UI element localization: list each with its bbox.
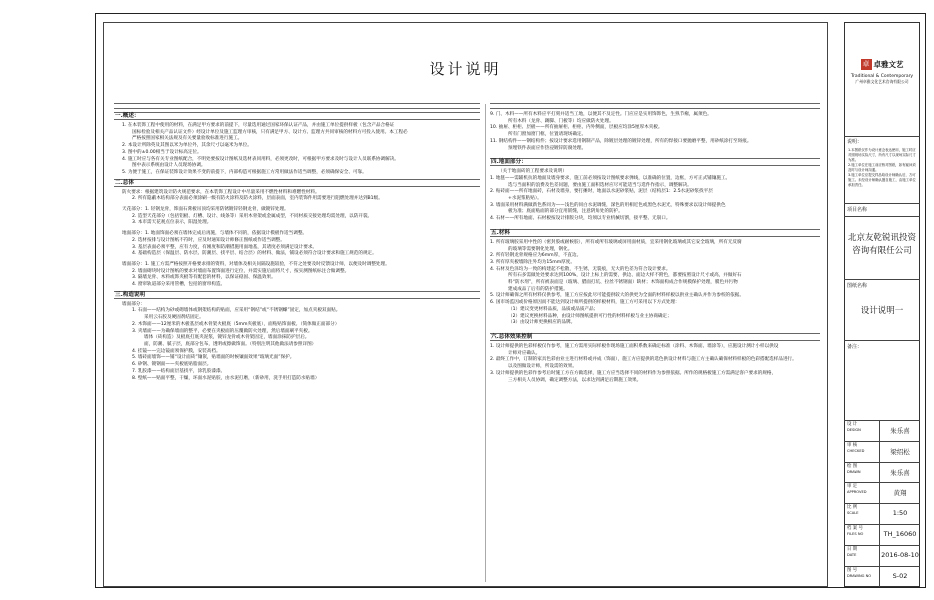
tb-row-value: 梁绍松 [890,447,910,456]
spec-line: 2. 所有轻钢龙骨规格应为6mm厚，不直边。 [490,253,582,259]
tb-row-value: 朱乐喜 [890,468,910,477]
section-heading: 四.地面部分： [490,158,820,166]
spec-line: （关于地面砖的工程要求及说明） [498,169,567,175]
spec-line: （2）建议更换材料品种，由设计师图纸提供可行性的材料样板与业主协商确定； [508,313,672,319]
tb-row-label: 档 案 号 [847,526,863,531]
spec-line: 7. 乳胶漆——结构面层基找平，涂乳胶漆漆。 [132,368,226,374]
spec-line: 3. 夹墙面——为确保墙面的整平，必要在夹板面的压覆做防火处理，然后墙面刷平夹板。 [132,328,313,334]
spec-line: （3）由设计师更换相应的品牌。 [508,320,576,326]
section-heading: 三.构造说明 [114,291,480,299]
spec-line: 墙体（砖构造）及板底打底夹泥浆，镀锌龙骨或木骨架固定，墙面涂抹防护层后。 [144,335,310,341]
spec-line: 国标检验及相关产品认证文件）经设计单位及施工监理方审核，只有满足甲方、设计方、监理方共同审核的材料方可投入使用。本工程必 [132,129,408,135]
tb-row-label-en: DRAWN [847,469,861,474]
tb-row-value: TH_16060 [883,530,917,538]
spec-line: 4. 石材——所有地面、石材板按设计排版分块，均须以专业机械切割，接平整、无崩口。 [490,216,671,222]
tb-divider [844,136,920,137]
spec-line: 2. 木饰面——12厘米的木板基层或木骨架火板底（5mm夹板底），面贴贴饰面板。（筒体做正面部分） [132,321,340,327]
tb-row-label: 图 号 [847,567,858,573]
spec-line: 2. 造型天花部分（包括铝板、灯槽、设计、线条等）采用木骨架或金属成型，不同材质交接处理均需处理，以防开裂。 [132,213,373,219]
tb-row-label: 设 计 [847,422,858,427]
spec-line: 2. 选材按排与设计图纸不符时，应及时通知设计师修正图纸或作适当调整。 [132,237,285,243]
spec-line: 1. 石面——结构为砂或砌墙体或钢架结构的贴面，应采用“钢结”或“不锈钢螺”固定，加点夹板双面贴。 [132,308,341,314]
spec-line: 地面部分：1. 地面饰面必须在墙体完成后再施，与墙体不同的，依据设计模板作适当调整。 [122,231,308,237]
section-heading: 一.概述： [114,112,480,120]
tb-row-divider [844,545,920,546]
left-column [114,101,480,382]
tb-row-label: 日 期 [847,546,858,552]
spacer [490,327,820,331]
notes-text [848,148,918,188]
note-line: 2.施工单位在施工前应核对图纸，如有疑问须及时与设计师沟通。 [848,163,916,172]
tb-row-label: 比 例 [847,505,858,511]
spec-line: 3. 隔墙龙骨、木料或饰夹板等有配套的材料，以保证稳固、保温效果。 [132,275,276,281]
notes-label: 说明： [847,139,863,145]
spec-line: 3. 墙面采用材料满做新色系同为——浅色的同白水泥调缝，深色的用相近色或黑色水泥光，特殊要求以设计师提供色 [490,202,726,208]
tb-row-label-en: DESIGN [847,428,861,432]
spec-line: 严格按照国家相关法规及有关要量验收标准进行施工。 [132,136,243,142]
spec-line: 预埋铁件表面应作热浸镀锌防腐处理。 [508,145,587,151]
spacer [490,223,820,227]
spec-line: 三方相关人员协调，确定调整方法，以求达到满足后期施工效果。 [508,377,642,383]
tb-row-value: S-02 [892,571,908,580]
tb-row-label: 审 核 [847,442,858,448]
section-heading: 六.总体效果控制 [490,333,820,341]
spec-line: 选与当面积的浪费及色差问题，要由施工面积选材应尽可能适当与选件作指示，调整解决。 [508,182,692,188]
spec-line: 墙面部分：1. 施工方需严格按照开格要求排的资料，对墙体及相关问隔设施较验，不符之处要及时反馈设计师，以便及时调整处理。 [122,261,390,267]
spec-line: 面，防潮、腻子层，底部分包布，透明或擦做饰面。（特别注明其他做法请参照详图） [144,341,317,347]
spec-line: 4. 挂镜——完边镜面须保护膜，安装高档。 [132,348,221,354]
page-title: 设计说明 [429,60,502,78]
spec-line: 1. 在本装饰工程中使用的材料，在满足甲方要求的前提下，尽量选用通过国家环保认证产品，并由施工单位提供样板（包含产品合格证 [122,123,395,128]
spec-line: 3. 图中的±0.00相当于设计标高定位。 [122,149,202,155]
tb-row-label-en: CHECKED [847,448,865,453]
spec-line: 所有木料（龙骨、踢脚、门板等）均应做防火处理。 [508,118,614,124]
project-name-label: 项目名称 [847,207,868,213]
logo-mark-icon: 卓 [862,60,870,68]
tb-row-value: 朱乐喜 [890,427,910,435]
drawing-name-label: 图纸名称 [847,283,868,289]
spec-line: 5. 为便于施工，在保证装饰设计效果不变的前提下，内部构造可根据施工方常用做法作适当调整，必须确保安全、可靠。 [122,169,367,175]
spec-line: 板为准；底面贴面的部分宜用嵌缝，注意阴角处的防护。 [508,209,623,215]
spec-line: 3. 本市需天花观点位表示，阳湿处理。 [132,220,212,226]
tb-row-label: 绘 图 [847,463,858,469]
spec-line: 11. 钢结构件——钢结构件；按设计要求选用钢制产品，除镀层处理的镀锌处理，所有的焊接口要抛磨平整，用砂纸涂打至斑痕。 [490,138,752,144]
spec-line: 5. 设计师确保之所有材料仅供参考，施工方应按此尽可能提供较大的供更为全面的材料样板以供业主确认并作为参校的依据。 [490,293,744,299]
logo-cn: 卓雅文艺 [873,60,904,69]
section-heading: 五.材料 [490,229,820,237]
spacer [490,152,820,156]
spec-line: 3. 基层表面必须平整，应有力度，有刚度和防潮措施用面地基，其诸度必须满足设计要求。 [132,244,318,250]
spec-line: 2. 墙面砌块时设计图纸的要求对墙面布置饰面进行定位，并需实施后面将尺寸，按实测图纸标注合做调整。 [132,268,350,274]
spec-line: 建成成品了后有的防护措施。 [508,286,568,292]
column-divider [485,104,486,582]
spec-line: 1. 所有玻璃胶采用中性的（密封胶或耐候胶），所有或所有玻璃或屏用面材质，宜采用钢化玻璃或其它安全玻璃，所有无反腐 [490,239,742,245]
section-heading: 二.总体 [114,179,480,187]
tb-row-value: 1:50 [892,509,908,518]
spec-line: 墙面部分： [122,301,145,307]
tb-row-divider [844,482,920,483]
company-logo [844,54,920,90]
spec-line: 所有门窗加窗门框，位置请现场确定。 [508,132,587,138]
tb-row-label-en: DATE [847,552,857,557]
drawing-name: 设计说明一 [860,306,904,316]
spec-line: 3. 所有厚夹板墙除注外均为15mm厚度。 [490,259,575,265]
spec-line: 的玻璃等需要钢化处理，钢化。 [508,246,573,252]
spec-line: 防火要求：根据建筑设计防火规范要求，在本装饰工程设计中尽量采用不燃性材料和难燃性材料。 [122,189,320,195]
spec-line: 6. 国市场监因或价格原因而不能达到设计师所提供的样板材料，施工方可采用以下方式处理： [490,300,680,306]
spec-line: 10. 抽屉、柜柜、层板——所有抽屉柜、柜柜、内外侧面，层板应均涂5厘厚木夹板。 [490,125,663,131]
spec-line: 以及图做设计师，所设需的效果。 [508,364,577,370]
spec-line: （1）建议变更材料品质，品质或品质产品； [508,306,599,312]
tb-row-divider [844,462,920,463]
spec-line: 2. 最终工作中，订制的家具色彩由业主进行材料或并成（饰面），施工方应提供的选色供设计材料与施工方主确认确保材料样板的色彩搭配选样品进行。 [490,357,797,363]
spec-line: 6. 矽钢、镀钢面——夹板底贴脂面层。 [132,362,212,368]
tb-divider [844,340,920,341]
section-rule [114,103,480,109]
spec-line: 1. 设计师提供的色彩样板仅作参考，施工方需用实际样板作现场施工面积系数来确定标准（涂料、木饰面、墙涂等），应施设计测计小样以供设 [490,343,779,349]
remark-label: 备注： [847,344,863,350]
spec-line: +水泥浆粘贴）。 [508,196,542,202]
tb-divider [844,420,920,421]
tb-row-divider [844,441,920,442]
spec-line: 4. 石材及色泽均为一致的构建起不松散，不生锈，无裂痕，无大的色差为符合设计要求。 [490,266,671,272]
spec-line: 5. 墙砖面墙饰——铺“设计面砖”镶嵌，贴墙面的时候镶面效果“玻璃光面”保护。 [132,355,295,361]
spec-line: 计师对应确认。 [508,350,541,356]
spec-line: 2. 所有隐蔽木结构部分表面必须涂刷一级有防火涂料及防火涂料，层面表面，室内装饰件用需要进行阻燃处理并达到B1级。 [132,196,383,202]
tb-row-value: 2016-08-10 [881,550,919,559]
note-line: 3.施工单位应提交样品给设计师确认后，方可施工。未经设计师确认擅自施工，由施工单位承担责任。 [848,173,916,187]
tb-row-label: 审 定 [847,484,858,490]
spec-line: 图中表示系统由设计人员现场协调。 [132,163,206,169]
spec-line: 3. 设计师提供的色彩作参考后时施工方在方做选择，施工方应当选择不同的材料作为参照依据。所作的规格板施工方需满足客户要求的规格， [490,370,777,376]
tb-row-label-en: FILES NO [847,532,864,536]
spec-line: 料“防水剂”，所有被表面是（玻璃、腊面打坑、拉丝不锈钢面）缺材；木饰面构成合作规模保护处理，膜色并污物 [508,280,738,286]
tb-divider [844,216,920,217]
tb-row-divider [844,566,920,567]
tb-row-divider [844,524,920,525]
spec-line: 9. 门、木料——所有木料应平打刻并适当工地，以便其不及定性。门应应是实用饰饰色，生熟节瘤，属须色。 [490,112,712,117]
section-rule [490,103,820,109]
logo-en: Traditional & Contemporary [850,74,914,79]
tb-divider [844,279,920,280]
tb-row-label-en: APPROVED [847,490,867,495]
spec-line: 4. 基础构造层（保温层、防水层、防潮层、找平层、结合层）的材料、做法，铺设必须符合设计要求和施工规范的规定。 [132,251,377,257]
spec-line: 采用云石胶及硬固剂结固定。 [144,315,204,321]
note-line: 1.本图纸仅作为设计意念表达使用，施工时应对照现场实际尺寸，所有尺寸以现场实际尺寸为准。 [848,148,916,162]
client-name: 北京友乾锐讯投资 咨询有限任公司 [847,233,916,256]
tb-row-divider [844,503,920,504]
spec-line: 2. 贴砖面——所有地面砖，石材及墙身，要打摊时，地面以水泥砂浆贴，泥层（结构层1：2.5水泥砂浆找平层 [490,189,713,195]
spec-line: 4. 施工时应与各有关专业图纸配合，不明处要按设计图纸及选材表同用料，必须更改时，可根据甲方要求及时与设计人员联系协调解决。 [122,156,399,162]
tb-row-value: 黄翔 [893,489,907,498]
right-column [490,101,820,384]
tb-row-label-en: SCALE [847,511,859,516]
spec-line: 4. 窗帘轨道部分采用管槽，包括的窗帘构造。 [132,282,226,288]
spec-line: 所有石多需做处处要求达到100%，设计上标上的需要，供边、面边大样不附色，都要按照设计尺寸或高，并做好石 [508,273,742,279]
spec-line: 2. 本设计所除英及其图以米为单位外，其余尺寸以毫米为单位。 [122,143,252,149]
tb-divider [844,203,920,204]
tb-row-label-en: DRAWING NO [847,573,872,578]
spec-line: 1. 地毯——需辅机抗的地面及墙身要求，施工前必须按设计图纸要求弹线，以准确的位置，边框，方可正式铺镶施工。 [490,175,731,181]
spec-line: 天花部分：1. 轻钢龙骨，饰面石膏板吊顶均采用防锈镀锌轻钢龙骨，做镀锌处理。 [122,207,289,213]
spec-line: 8. 壁纸——贴面平整，干燥，环面水泥贴胶，由水泥打磨，（新砂用，洗手用打造防水贴墙） [132,375,320,381]
logo-company: 广州卓雅文化艺术咨询有限公司 [855,79,909,84]
